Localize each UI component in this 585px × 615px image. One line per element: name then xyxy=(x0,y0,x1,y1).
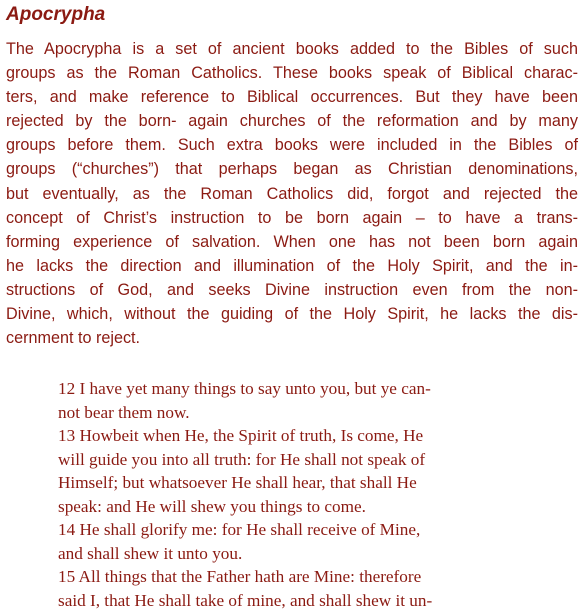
verse-line: 13 Howbeit when He, the Spirit of truth, Is come, He xyxy=(58,426,424,445)
verse-line: Himself; but whatsoever He shall hear, that shall He xyxy=(58,473,417,492)
verse-line: and shall shew it unto you. xyxy=(58,543,243,563)
verse-line: 15 All things that the Father hath are Mine: therefore xyxy=(58,567,422,586)
paragraph-line: Divine, which, without the guiding of the Holy Spirit, he lacks the dis- xyxy=(6,305,578,324)
verse-line: 14 He shall glorify me: for He shall receive of Mine, xyxy=(58,520,421,539)
paragraph-line: cernment to reject. xyxy=(6,329,141,348)
body-paragraph xyxy=(6,37,578,350)
paragraph-line: groups as the Roman Catholics. These books speak of Biblical charac- xyxy=(6,64,578,83)
paragraph-line: forming experience of salvation. When one has not been born again xyxy=(6,232,578,251)
paragraph-line: groups before them. Such extra books were included in the Bibles of xyxy=(6,136,578,155)
paragraph-line: concept of Christ’s instruction to be born again – to have a trans- xyxy=(6,208,578,227)
verse-line: said I, that He shall take of mine, and shall shew it un- xyxy=(58,590,433,610)
verse-line: 12 I have yet many things to say unto you, but ye can- xyxy=(58,379,431,398)
section-heading: Apocrypha xyxy=(6,4,106,25)
verse-line: not bear them now. xyxy=(58,402,190,422)
paragraph-line: he lacks the direction and illumination of the Holy Spirit, and the in- xyxy=(6,256,578,275)
paragraph-line: The Apocrypha is a set of ancient books added to the Bibles of such xyxy=(6,40,578,58)
paragraph-line: groups (“churches”) that perhaps began as Christian denominations, xyxy=(6,160,578,179)
paragraph-line: ters, and make reference to Biblical occurrences. But they have been xyxy=(6,88,578,107)
scripture-quote xyxy=(58,377,518,612)
verse-line: speak: and He will shew you things to come. xyxy=(58,496,366,516)
paragraph-line: but eventually, as the Roman Catholics did, forgot and rejected the xyxy=(6,184,578,203)
paragraph-line: rejected by the born- again churches of the reformation and by many xyxy=(6,112,578,131)
verse-line: will guide you into all truth: for He shall not speak of xyxy=(58,449,426,469)
paragraph-line: structions of God, and seeks Divine instruction even from the non- xyxy=(6,280,578,299)
